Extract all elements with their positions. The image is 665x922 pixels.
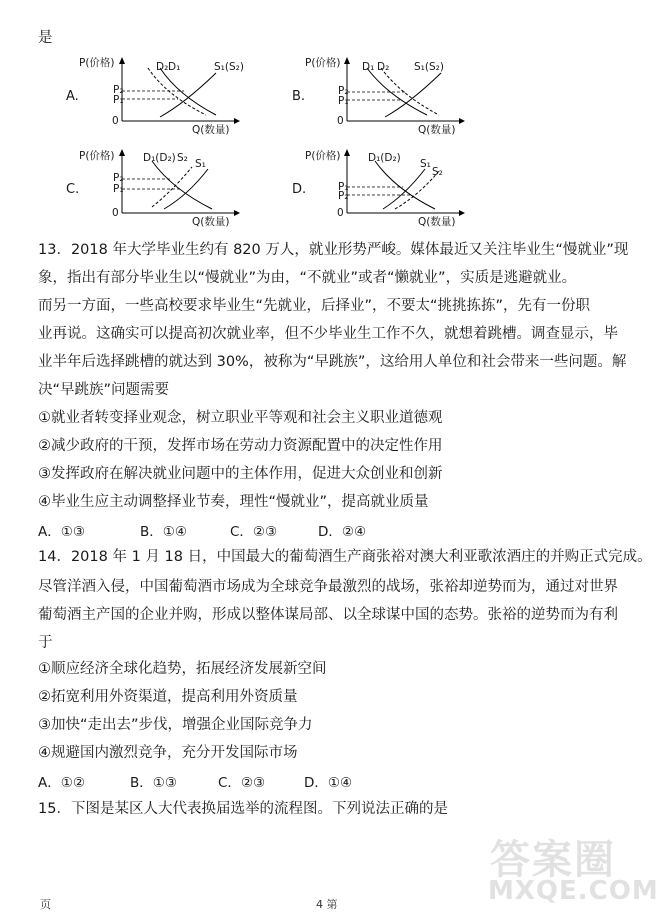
x-axis-label: Q(数量) (418, 124, 456, 136)
question-stem-line: 尽管洋酒入侵，中国葡萄酒市场成为全球竞争最激烈的战场，张裕却逆势而为，通过对世界 (38, 579, 618, 595)
origin-label: 0 (112, 115, 119, 127)
question-stem-line: 葡萄酒主产国的企业并购，形成以整体谋局部、以全球谋中国的态势。张裕的逆势而为有利 (38, 607, 618, 623)
curve-label: D₁ (168, 61, 181, 73)
answer-choice-c[interactable]: C．②③ (230, 524, 278, 540)
answer-choice-a[interactable]: A．①③ (38, 524, 85, 540)
origin-label: 0 (337, 207, 344, 219)
question-stem-line: 13．2018 年大学毕业生约有 820 万人，就业形势严峻。媒体最近又关注毕业生“慢就业”现 (38, 242, 629, 258)
watermark-logo: 答案圈 (490, 837, 616, 883)
question-stem-line: 象，指出有部分毕业生以“慢就业”为由，“不就业”或者“懒就业”，实质是逃避就业。 (38, 270, 577, 286)
curve-label: S₁ (420, 158, 431, 170)
curve-label: S₁(S₂) (214, 61, 244, 73)
footer-left-text: 页 (40, 898, 51, 911)
curve-label: D₂ (377, 61, 390, 73)
price-label-upper: P₂ (113, 172, 124, 184)
curve-label: D₁(D₂) (143, 152, 176, 164)
origin-label: 0 (112, 207, 119, 219)
statement-item: ②减少政府的干预，发挥市场在劳动力资源配置中的决定性作用 (38, 438, 443, 454)
statement-item: ①就业者转变择业观念，树立职业平等观和社会主义职业道德观 (38, 410, 443, 426)
x-axis-label: Q(数量) (418, 216, 456, 228)
question-stem-line: 14．2018 年 1 月 18 日，中国最大的葡萄酒生产商张裕对澳大利亚歌浓酒庄的并购正式完成。 (38, 549, 652, 565)
statement-item: ④毕业生应主动调整择业节奏，理性“慢就业”，提高就业质量 (38, 494, 429, 510)
x-axis-label: Q(数量) (192, 124, 230, 136)
answer-choice-c[interactable]: C．②③ (218, 775, 266, 791)
curve-label: S₁(S₂) (414, 61, 444, 73)
statement-item: ①顺应经济全球化趋势，拓展经济发展新空间 (38, 661, 327, 677)
price-label-upper: P₁ (338, 181, 349, 193)
question-stem-line: 于 (38, 635, 53, 651)
y-axis-label: P(价格) (305, 57, 341, 69)
curve-label: D₁ (362, 61, 375, 73)
x-axis-label: Q(数量) (192, 216, 230, 228)
statement-item: ③加快“走出去”步伐，增强企业国际竞争力 (38, 717, 313, 733)
watermark-url: MXQE.COM (488, 876, 659, 906)
price-label-upper: P₂ (113, 84, 124, 96)
curve-label: S₁ (195, 158, 206, 170)
curve-label: D₂ (156, 61, 169, 73)
option-letter: A. (66, 89, 79, 104)
option-letter: B. (292, 89, 306, 104)
page-fragment-text: 是 (38, 30, 53, 46)
question-stem-line: 业半年后选择跳槽的就达到 30%，被称为“早跳族”，这给用人单位和社会带来一些问题。解 (38, 354, 627, 370)
option-letter: D. (292, 182, 307, 197)
curve-label: S₂ (432, 166, 443, 178)
answer-choice-d[interactable]: D．②④ (318, 524, 367, 540)
price-label-lower: P₂ (338, 190, 349, 202)
statement-item: ③发挥政府在解决就业问题中的主体作用，促进大众创业和创新 (38, 466, 443, 482)
answer-choice-b[interactable]: B．①④ (140, 524, 187, 540)
price-label-lower: P₁ (113, 94, 124, 106)
y-axis-label: P(价格) (305, 150, 341, 162)
curve-label: S₂ (177, 152, 188, 164)
answer-choice-d[interactable]: D．①④ (304, 775, 353, 791)
question-stem-line: 而另一方面，一些高校要求毕业生“先就业，后择业”，不要太“挑挑拣拣”，先有一份职 (38, 298, 591, 314)
y-axis-label: P(价格) (79, 150, 115, 162)
question-stem-line: 决“早跳族”问题需要 (38, 382, 170, 398)
answer-choice-a[interactable]: A．①② (38, 775, 85, 791)
question-stem-line: 业再说。这确实可以提高初次就业率，但不少毕业生工作不久，就想着跳槽。调查显示，毕 (38, 326, 618, 342)
question-stem-line: 15．下图是某区人大代表换届选举的流程图。下列说法正确的是 (38, 801, 448, 817)
curve-label: D₁(D₂) (368, 152, 401, 164)
price-label-upper: P₂ (338, 85, 349, 97)
option-letter: C. (66, 182, 80, 197)
price-label-lower: P₁ (338, 95, 349, 107)
origin-label: 0 (337, 115, 344, 127)
page-number: 4 第 (316, 898, 338, 911)
y-axis-label: P(价格) (79, 57, 115, 69)
answer-choice-b[interactable]: B．①③ (130, 775, 177, 791)
statement-item: ④规避国内激烈竞争，充分开发国际市场 (38, 745, 298, 761)
price-label-lower: P₁ (113, 183, 124, 195)
statement-item: ②拓宽利用外资渠道，提高利用外资质量 (38, 689, 298, 705)
